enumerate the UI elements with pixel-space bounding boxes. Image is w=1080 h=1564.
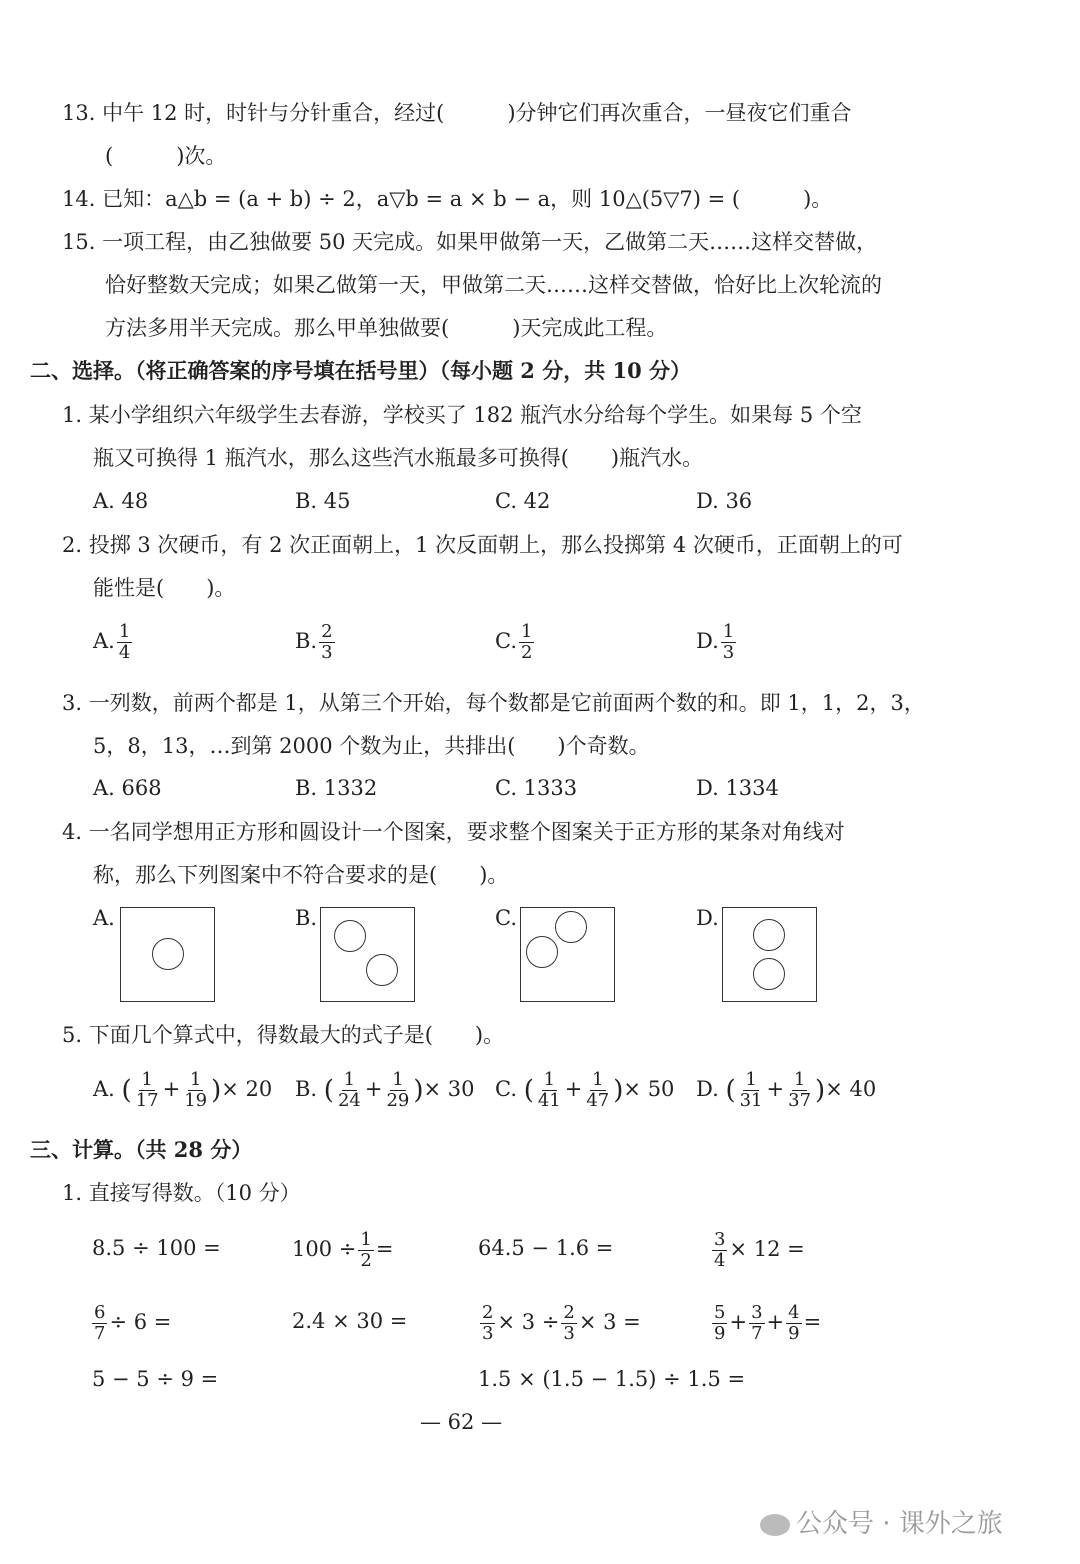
c5-option-a: A. ( $\frac{1}{17}$ + $\frac{1}{19}$ )× 20 (93, 1069, 273, 1111)
c2-line1: 2. 投掷 3 次硬币，有 2 次正面朝上，1 次反面朝上，那么投掷第 4 次硬币，正面朝上的可 (62, 533, 903, 557)
c2-option-d: D. $\frac{1}{3}$ (696, 621, 735, 663)
c3-line2: 5，8，13，…到第 2000 个数为止，共排出( )个奇数。 (93, 734, 650, 758)
c2-option-c: C. $\frac{1}{2}$ (495, 621, 533, 663)
q15-line1: 15. 一项工程，由乙独做要 50 天完成。如果甲做第一天，乙做第二天……这样交替做， (62, 230, 878, 254)
circle-icon (753, 919, 785, 951)
c5-option-d: D. ( $\frac{1}{31}$ + $\frac{1}{37}$ )× 40 (696, 1069, 877, 1111)
c3-option-c: C. 1333 (495, 776, 578, 800)
calc-expr-1: 8.5 ÷ 100 = (92, 1236, 221, 1260)
c4-label-d: D. (696, 906, 719, 930)
c1-option-b: B. 45 (295, 489, 351, 513)
c1-option-c: C. 42 (495, 489, 551, 513)
calc-expr-10: 1.5 × (1.5 − 1.5) ÷ 1.5 = (478, 1367, 746, 1391)
c4-figure-b (320, 907, 415, 1002)
c3-option-b: B. 1332 (295, 776, 378, 800)
q14: 14. 已知：a△b = (a + b) ÷ 2，a▽b = a × b − a，则 10△(5▽7) = ( )。 (62, 187, 833, 211)
c3-option-d: D. 1334 (696, 776, 779, 800)
c4-label-b: B. (295, 906, 318, 930)
wechat-icon (760, 1514, 790, 1536)
q13-line1: 13. 中午 12 时，时针与分针重合，经过( )分钟它们再次重合，一昼夜它们重合 (62, 101, 852, 125)
calc-expr-7: $\frac{2}{3}$ × 3 ÷ $\frac{2}{3}$ × 3 = (482, 1302, 641, 1344)
calc-expr-8: $\frac{5}{9}$ + $\frac{3}{7}$ + $\frac{4}{9}$ = (714, 1302, 822, 1344)
c2-option-b: B. $\frac{2}{3}$ (295, 621, 333, 663)
c4-figure-a (120, 907, 215, 1002)
circle-icon (152, 938, 184, 970)
section-3-heading: 三、计算。（共 28 分） (30, 1137, 253, 1162)
calc-heading: 1. 直接写得数。（10 分） (62, 1181, 301, 1205)
calc-expr-3: 64.5 − 1.6 = (478, 1236, 614, 1260)
watermark: 公众号 · 课外之旅 (760, 1503, 1003, 1540)
circle-icon (334, 920, 366, 952)
c4-line1: 4. 一名同学想用正方形和圆设计一个图案，要求整个图案关于正方形的某条对角线对 (62, 820, 845, 844)
c5-line1: 5. 下面几个算式中，得数最大的式子是( )。 (62, 1023, 505, 1047)
circle-icon (366, 954, 398, 986)
c1-option-a: A. 48 (93, 489, 149, 513)
c3-line1: 3. 一列数，前两个都是 1，从第三个开始，每个数都是它前面两个数的和。即 1，1，2，3， (62, 691, 925, 715)
calc-expr-5: $\frac{6}{7}$ ÷ 6 = (94, 1302, 172, 1344)
c1-line2: 瓶又可换得 1 瓶汽水，那么这些汽水瓶最多可换得( )瓶汽水。 (93, 446, 704, 470)
c2-option-a: A. $\frac{1}{4}$ (93, 621, 131, 663)
circle-icon (555, 911, 587, 943)
c4-line2: 称，那么下列图案中不符合要求的是( )。 (93, 863, 509, 887)
c1-line1: 1. 某小学组织六年级学生去春游，学校买了 182 瓶汽水分给每个学生。如果每 5 个空 (62, 403, 862, 427)
circle-icon (526, 936, 558, 968)
c4-label-a: A. (93, 906, 115, 930)
calc-expr-9: 5 − 5 ÷ 9 = (92, 1367, 219, 1391)
q13-line2: ( )次。 (105, 144, 227, 168)
c4-figure-d (722, 907, 817, 1002)
calc-expr-6: 2.4 × 30 = (292, 1309, 408, 1333)
page-number: — 62 — (420, 1410, 503, 1434)
c1-option-d: D. 36 (696, 489, 753, 513)
c5-option-c: C. ( $\frac{1}{41}$ + $\frac{1}{47}$ )× 50 (495, 1069, 675, 1111)
c2-line2: 能性是( )。 (93, 576, 236, 600)
c3-option-a: A. 668 (93, 776, 162, 800)
calc-expr-4: $\frac{3}{4}$ × 12 = (714, 1229, 805, 1271)
q15-line3: 方法多用半天完成。那么甲单独做要( )天完成此工程。 (105, 316, 668, 340)
c4-label-c: C. (495, 906, 517, 930)
c4-figure-c (520, 907, 615, 1002)
calc-expr-2: 100 ÷ $\frac{1}{2}$ = (292, 1229, 394, 1271)
section-2-heading: 二、选择。（将正确答案的序号填在括号里）（每小题 2 分，共 10 分） (30, 358, 692, 383)
q15-line2: 恰好整数天完成；如果乙做第一天，甲做第二天……这样交替做，恰好比上次轮流的 (105, 273, 882, 297)
circle-icon (753, 958, 785, 990)
c5-option-b: B. ( $\frac{1}{24}$ + $\frac{1}{29}$ )× 30 (295, 1069, 475, 1111)
